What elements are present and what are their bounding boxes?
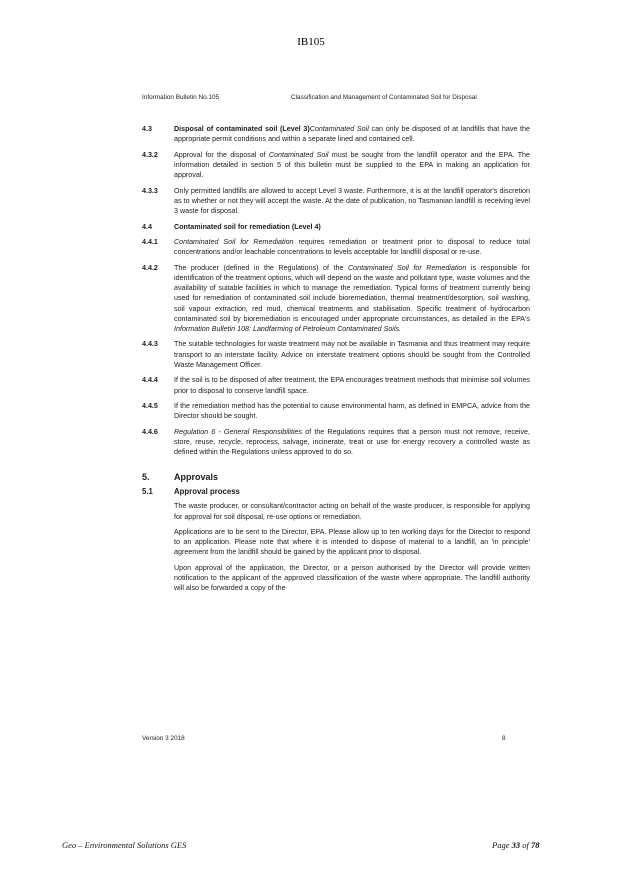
section-5-1-heading: 5.1 Approval process bbox=[142, 487, 240, 497]
page-number: Page 33 of 78 bbox=[492, 840, 540, 850]
scanned-page bbox=[142, 90, 530, 758]
inner-page-number: 8 bbox=[502, 735, 506, 742]
document-id: IB105 bbox=[297, 36, 325, 48]
section-4-3-3: 4.3.3 Only permitted landfills are allowed to accept Level 3 waste. Furthermore, it is at the landfill operator's discretion as to whether or not they will accept the waste. At the date of publication, no Tasmanian landfill is receiving level 3 waste for disposal. bbox=[142, 186, 530, 216]
page-body bbox=[142, 124, 530, 599]
header-left: Information Bulletin No.105 bbox=[142, 94, 220, 101]
version-label: Version 3 2018 bbox=[142, 735, 185, 742]
paragraph: Upon approval of the application, the Director, or a person authorised by the Director will provide written notification to the applicant of the approved classification of the waste where appropriate. The landfill authority will also be forwarded a copy of the bbox=[174, 563, 530, 593]
company-footer: Geo – Environmental Solutions GES bbox=[62, 840, 187, 850]
section-4-4-4: 4.4.4 If the soil is to be disposed of after treatment, the EPA encourages treatment methods that minimise soil volumes prior to disposal to conserve landfill space. bbox=[142, 376, 530, 395]
section-4-3: 4.3 Disposal of contaminated soil (Level 3)Contaminated Soil can only be disposed of at landfills that have the appropriate permit conditions and within a separate lined and contained cell. bbox=[142, 125, 530, 144]
section-4-4-6: 4.4.6 Regulation 6 - General Responsibilities of the Regulations requires that a person must not remove, receive, store, reuse, recycle, reprocess, salvage, incinerate, treat or use for energy recovery a controlled waste as defined within the Regulations unless approved to do so. bbox=[142, 427, 530, 457]
section-5-heading: 5. Approvals bbox=[142, 472, 219, 483]
section-4-3-2: 4.3.2 Approval for the disposal of Contaminated Soil must be sought from the landfill operator and the EPA. The information detailed in section 5 of this bulletin must be supplied to the EPA in making an application for approval. bbox=[142, 150, 531, 180]
section-4-4: 4.4 Contaminated soil for remediation (Level 4) bbox=[142, 222, 321, 231]
header-right: Classification and Management of Contaminated Soil for Disposal bbox=[291, 94, 477, 101]
section-4-4-5: 4.4.5 If the remediation method has the potential to cause environmental harm, as defined in EMPCA, advice from the Director should be sought. bbox=[142, 402, 530, 421]
paragraph: Applications are to be sent to the Director, EPA. Please allow up to ten working days for the Director to respond to an application. Please note that where it is intended to dispose of material to a landfill, an 'in principle' agreement from the landfill should be gained by the applicant prior to disposal. bbox=[174, 528, 530, 557]
section-4-4-2: 4.4.2 The producer (defined in the Regulations) of the Contaminated Soil for Remediation is responsible for identification of the treatment options, which will depend on the waste and pollutant type, waste volumes and the availability of suitable facilities in which to manage the remediation. Typical forms of treatment currently being used for remediation of contaminated soil include bioremediation, thermal treatment/desorption, soil washing, soil vapour extraction, red mud, chemical treatments and stabilisation. Specific treatment of hydrocarbon contaminated soil by bioremediation is encouraged under appropriate circumstances, as detailed in the EPA's Information Bulletin 108: Landfarming of Petroleum Contaminated Soils. bbox=[142, 263, 530, 333]
section-4-4-3: 4.4.3 The suitable technologies for waste treatment may not be available in Tasmania and thus treatment may require transport to an interstate facility. Advice on interstate treatment options should be sought from the Controlled Waste Management Officer. bbox=[142, 340, 530, 369]
paragraph: The waste producer, or consultant/contractor acting on behalf of the waste producer, is responsible for applying for approval for soil disposal, re-use options or remediation. bbox=[174, 502, 530, 521]
section-4-4-1: 4.4.1 Contaminated Soil for Remediation requires remediation or treatment prior to disposal to reduce total concentrations and/or leachable concentrations to levels acceptable for landfill disposal or re-use. bbox=[142, 238, 530, 257]
